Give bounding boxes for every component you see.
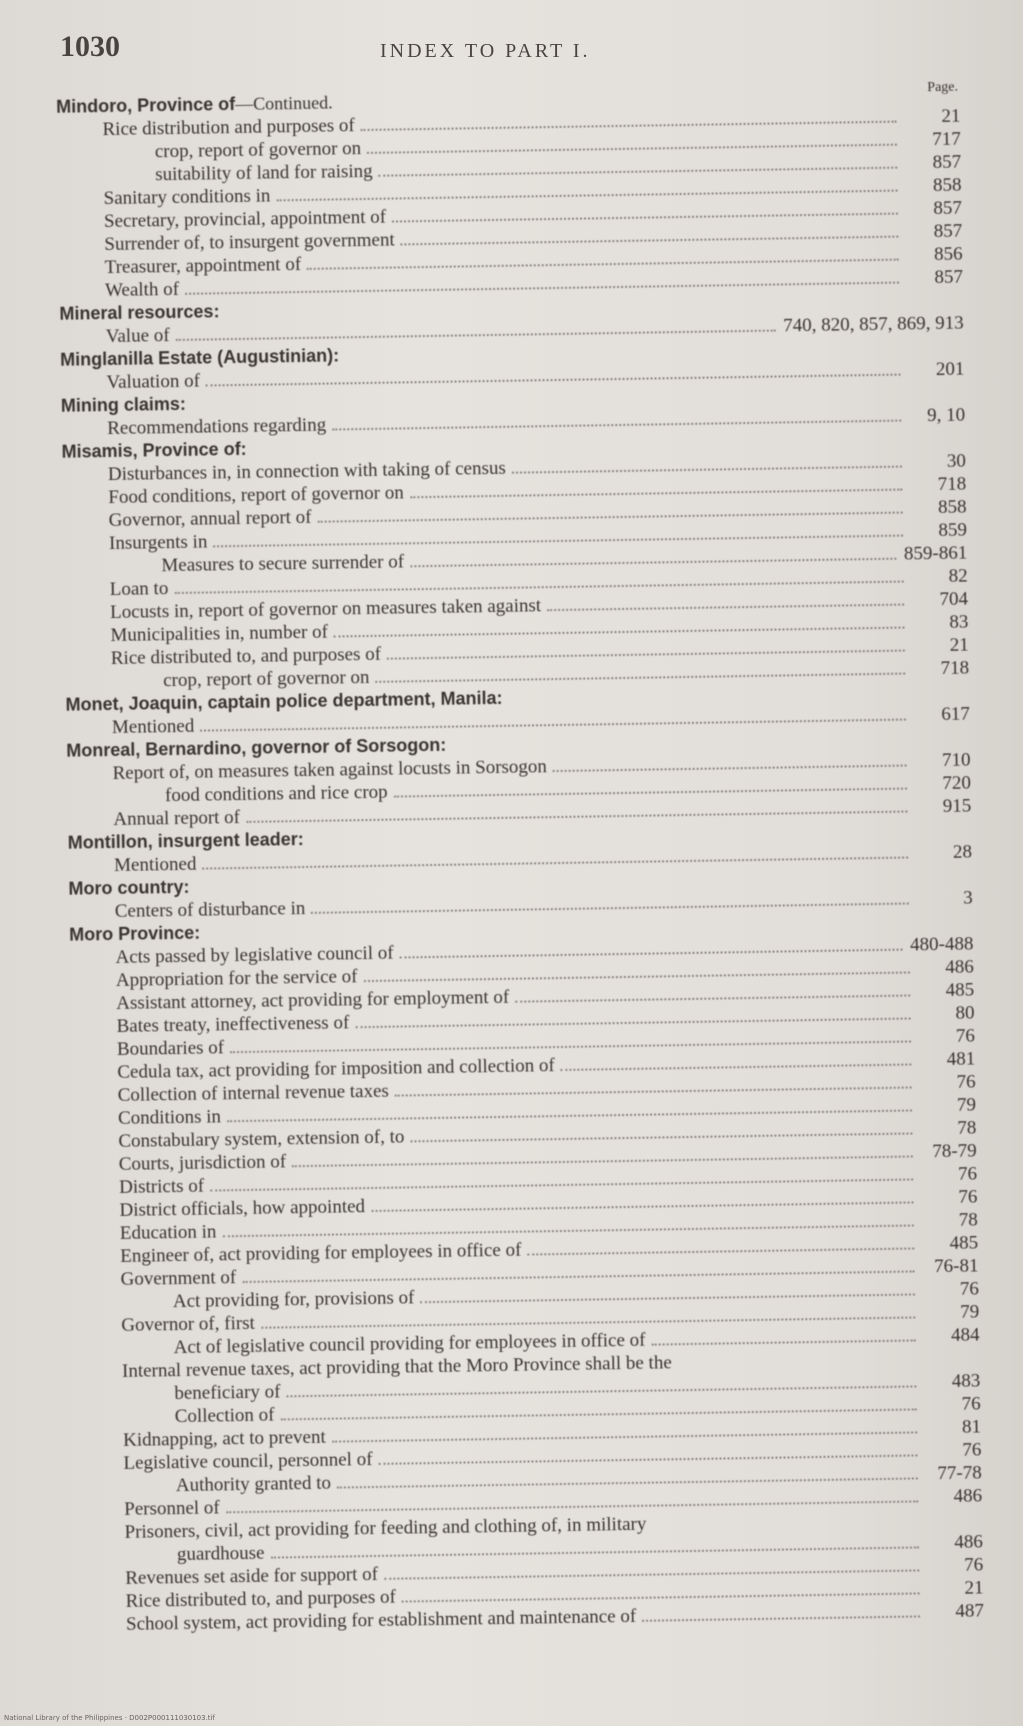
page-reference: 859-861 — [903, 542, 968, 565]
dot-leader — [515, 995, 910, 1003]
page-reference: 857 — [934, 266, 964, 289]
dot-leader — [547, 604, 904, 612]
entry-text: Minglanilla Estate (Augustinian): — [59, 345, 340, 370]
page-reference: 78 — [957, 1117, 977, 1139]
entry-text: Rice distributed to, and purposes of — [125, 1586, 396, 1612]
page-reference: 78-79 — [932, 1140, 977, 1163]
entry-text: Surrender of, to insurgent government — [104, 229, 395, 256]
entry-text: Measures to secure surrender of — [161, 551, 405, 577]
entry-text: Disturbances in, in connection with taking of census — [107, 457, 506, 486]
page-reference: 740, 820, 857, 869, 913 — [783, 312, 964, 337]
entry-text: Internal revenue taxes, act providing that the Moro Province shall be the — [121, 1352, 672, 1382]
entry-text: Loan to — [109, 578, 169, 601]
entry-text: Act providing for, provisions of — [172, 1287, 415, 1313]
entry-text: Assistant attorney, act providing for employment of — [116, 986, 510, 1014]
page-reference: 486 — [953, 1485, 983, 1507]
entry-text: Legislative council, personnel of — [123, 1449, 373, 1474]
page-reference: 856 — [933, 243, 963, 266]
entry-text: Authority granted to — [175, 1472, 332, 1497]
entry-text: Boundaries of — [116, 1037, 225, 1060]
page-reference: 9, 10 — [926, 404, 966, 427]
entry-text: Revenues set aside for support of — [125, 1563, 379, 1589]
entry-text: food conditions and rice crop — [164, 781, 388, 807]
page-reference: 76 — [961, 1393, 981, 1415]
page-reference: 857 — [932, 151, 962, 174]
page-reference: 486 — [954, 1531, 983, 1553]
entry-text: Personnel of — [124, 1497, 220, 1520]
entry-text: Moro country: — [68, 876, 190, 899]
dot-leader — [561, 1063, 912, 1071]
page-reference: 857 — [933, 197, 963, 220]
dot-leader — [553, 765, 907, 773]
entry-text: Wealth of — [104, 278, 180, 302]
entry-text: Appropriation for the service of — [115, 966, 358, 991]
page-reference: 28 — [952, 841, 973, 863]
entry-text: Constabulary system, extension of, to — [118, 1126, 405, 1152]
entry-text: Report of, on measures taken against locusts in Sorsogon — [112, 756, 548, 785]
page-reference: 83 — [949, 611, 969, 633]
entry-text: Secretary, provincial, appointment of — [103, 206, 387, 233]
page-reference: 915 — [942, 795, 972, 817]
page-reference: 484 — [950, 1324, 980, 1346]
entry-text: Act of legislative council providing for employees in office of — [173, 1329, 646, 1359]
entry-text: Mining claims: — [60, 393, 187, 416]
scan-credit: National Library of the Philippines · D002P000111030103.tif — [4, 1714, 215, 1722]
entry-text: Prisoners, civil, act providing for feeding and clothing of, in military — [124, 1513, 647, 1543]
page-reference: 720 — [942, 772, 972, 794]
page-reference: 857 — [933, 220, 963, 243]
page-reference: 617 — [941, 703, 970, 725]
page-reference: 21 — [964, 1577, 984, 1599]
entry-text: Acts passed by legislative council of — [115, 942, 394, 968]
page-reference: 704 — [939, 588, 969, 610]
page-reference: 76 — [956, 1071, 976, 1093]
entry-text: Mentioned — [111, 715, 195, 739]
page-reference: 3 — [963, 887, 973, 909]
entry-text: Mineral resources: — [59, 301, 220, 324]
page-header — [60, 30, 963, 70]
entry-text: Annual report of — [113, 807, 241, 830]
entry-text: Collection of — [174, 1404, 275, 1428]
page-reference: 76 — [957, 1163, 978, 1185]
entry-text: beneficiary of — [174, 1381, 281, 1405]
page-reference: 485 — [949, 1232, 979, 1254]
page-reference: 76-81 — [934, 1255, 979, 1278]
entry-text: Bates treaty, ineffectiveness of — [116, 1012, 350, 1037]
entry-text: School system, act providing for establishment and maintenance of — [125, 1605, 637, 1635]
entry-text: Food conditions, report of governor on — [108, 482, 404, 509]
page-reference: 79 — [960, 1301, 980, 1323]
page-reference: 480-488 — [909, 933, 974, 956]
entry-text: Mentioned — [113, 853, 197, 876]
entry-text: Conditions in — [117, 1106, 222, 1129]
page-reference: 77-78 — [937, 1462, 982, 1485]
page-reference: 76 — [958, 1186, 978, 1208]
entry-text: Moro Province: — [69, 922, 201, 945]
page-reference: 486 — [945, 956, 974, 978]
entry-text: guardhouse — [176, 1542, 265, 1566]
entry-text: Districts of — [118, 1175, 205, 1198]
entry-text: Kidnapping, act to prevent — [122, 1426, 326, 1451]
page-reference: 78 — [958, 1209, 978, 1231]
dot-leader — [652, 1339, 916, 1345]
entry-text: crop, report of governor on — [154, 138, 362, 163]
page-reference: 487 — [955, 1600, 985, 1622]
entry-text: Governor of, first — [121, 1312, 255, 1336]
page-reference: 859 — [938, 519, 968, 542]
entry-text: Engineer of, act providing for employees in office of — [120, 1239, 522, 1267]
page-reference: 30 — [946, 450, 967, 472]
dot-leader — [642, 1615, 920, 1621]
entry-text: Centers of disturbance in — [114, 897, 306, 922]
page-reference: 76 — [959, 1278, 980, 1300]
entry-text: Education in — [119, 1221, 217, 1244]
page-reference: 21 — [949, 634, 969, 656]
entry-continued: —Continued. — [235, 92, 333, 114]
entry-text: Monreal, Bernardino, governor of Sorsogon: — [66, 734, 447, 761]
entry-text: Misamis, Province of: — [61, 438, 247, 462]
entry-text: Mindoro, Province of — [56, 93, 236, 117]
page-reference: 201 — [935, 358, 965, 381]
entry-text: Rice distribution and purposes of — [102, 115, 355, 141]
page-reference: 76 — [962, 1439, 982, 1461]
entry-text: Value of — [105, 325, 170, 348]
page-reference: 21 — [941, 105, 961, 127]
page-reference: 485 — [945, 979, 975, 1001]
page-column-label: Page. — [927, 79, 959, 96]
dot-leader — [527, 1247, 914, 1255]
entry-text: Municipalities in, number of — [110, 621, 329, 647]
page-reference: 718 — [937, 473, 967, 496]
entry-text: Cedula tax, act providing for imposition and collection of — [117, 1055, 555, 1083]
entry-text: Governor, annual report of — [108, 506, 312, 532]
page-reference: 483 — [951, 1370, 981, 1392]
page-reference: 79 — [956, 1094, 977, 1116]
entry-text: Treasurer, appointment of — [104, 253, 302, 279]
page-title: INDEX TO PART I. — [380, 40, 591, 62]
entry-text: District officials, how appointed — [119, 1196, 366, 1221]
page-reference: 80 — [955, 1002, 975, 1024]
entry-text: Government of — [120, 1267, 237, 1290]
page-reference: 858 — [937, 496, 967, 519]
entry-text: suitability of land for raising — [155, 160, 373, 186]
entry-text: Rice distributed to, and purposes of — [110, 643, 382, 670]
index-list — [44, 79, 988, 1637]
entry-text: crop, report of governor on — [163, 666, 370, 692]
entry-text: Monet, Joaquin, captain police department, Manila: — [65, 687, 503, 715]
entry-text: Valuation of — [106, 370, 201, 394]
page-reference: 710 — [941, 749, 971, 771]
page-reference: 717 — [932, 128, 961, 151]
page-reference: 481 — [946, 1048, 976, 1070]
entry-text: Locusts in, report of governor on measures taken against — [109, 595, 542, 624]
page-reference: 76 — [955, 1025, 976, 1047]
page-reference: 858 — [932, 174, 962, 197]
entry-text: Insurgents in — [108, 531, 208, 555]
dot-leader — [512, 466, 902, 474]
entry-text: Montillon, insurgent leader: — [67, 829, 304, 853]
page-reference: 81 — [961, 1416, 982, 1438]
page-reference: 82 — [948, 565, 968, 587]
entry-text: Sanitary conditions in — [103, 185, 271, 210]
page-reference: 76 — [964, 1554, 984, 1576]
entry-text: Collection of internal revenue taxes — [117, 1080, 390, 1106]
page-number: 1030 — [60, 30, 120, 63]
entry-text: Recommendations regarding — [107, 414, 327, 440]
entry-text: Courts, jurisdiction of — [118, 1151, 287, 1175]
page-reference: 718 — [940, 657, 970, 679]
